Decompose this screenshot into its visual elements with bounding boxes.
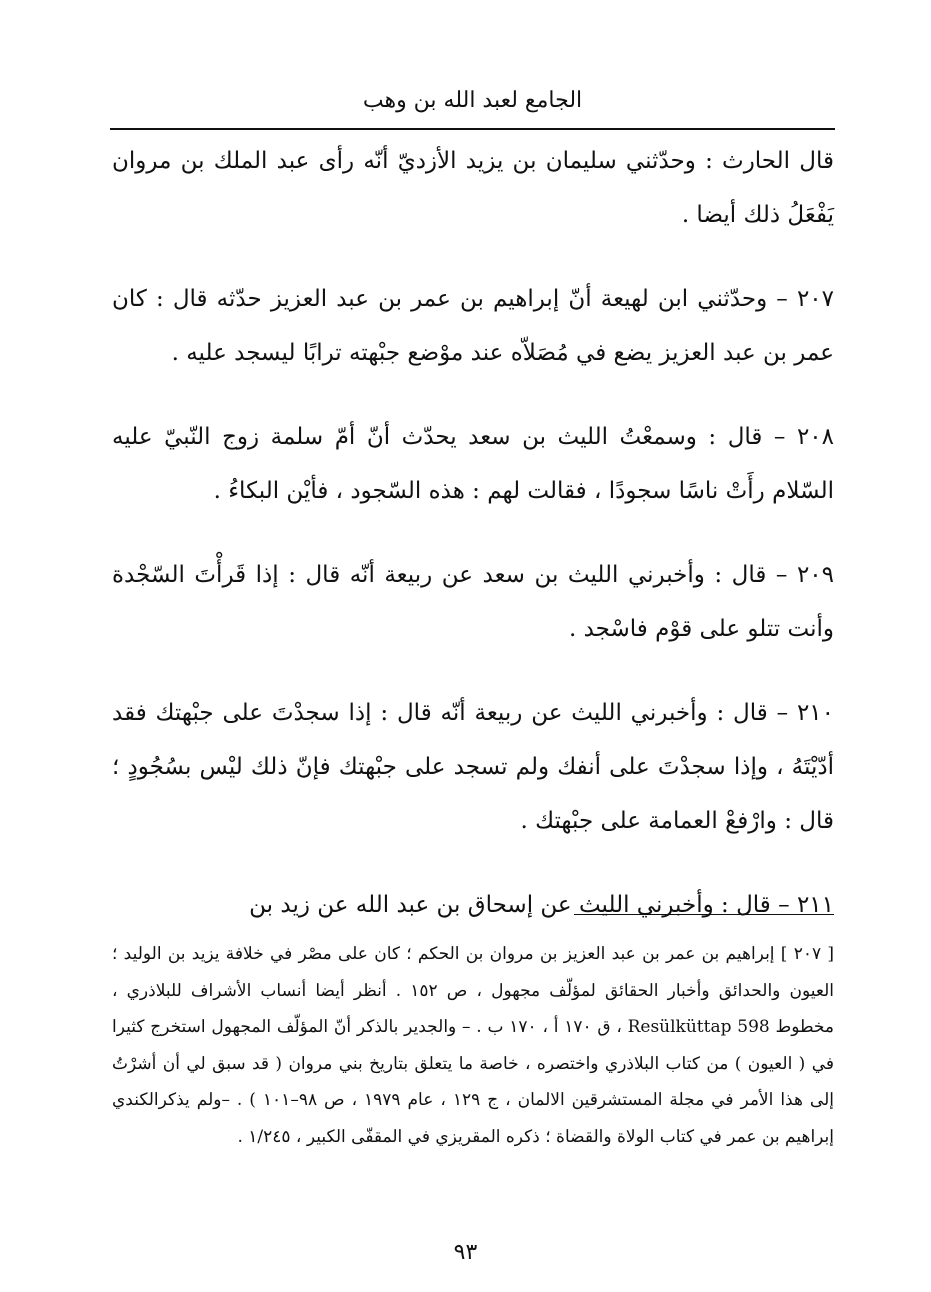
footnote-rule (574, 914, 834, 915)
footnote-207: [ ٢٠٧ ] إبراهيم بن عمر بن عبد العزيز بن مروان بن الحكم ؛ كان على مصْر في خلافة يزيد بن الوليد ؛ العيون والحدائق وأخبار الحقائق لمؤلّف مجهول ، ص ١٥٢ . أنظر أيضا أنساب الأشراف للبلاذري ، مخطوط Resülküttap 598 ، ق ١٧٠ أ ، ١٧٠ ب . – والجدير بالذكر أنّ المؤلّف المجهول استخرج كثيرا في ( العيون ) من كتاب البلاذري واختصره ، خاصة ما يتعلق بتاريخ بني مروان ( قد سبق لي أن أشرْتُ إلى هذا الأمر في مجلة المستشرقين الالمان ، ج ١٢٩ ، عام ١٩٧٩ ، ص ٩٨–١٠١ ) . –ولم يذكرالكندي إبراهيم بن عمر في كتاب الولاة والقضاة ؛ ذكره المقريزي في المقفّى الكبير ، ١/٢٤٥ . (112, 944, 835, 1147)
paragraph-intro: قال الحارث : وحدّثني سليمان بن يزيد الأزديّ أنّه رأى عبد الملك بن مروان يَفْعَلُ ذلك أيضا . (112, 148, 834, 228)
paragraph-209: ٢٠٩ – قال : وأخبرني الليث بن سعد عن ربيعة أنّه قال : إذا قَرأْتَ السّجْدة وأنت تتلو على قوْم فاسْجد . (112, 562, 834, 642)
main-text (112, 134, 834, 932)
paragraph-207: ٢٠٧ – وحدّثني ابن لهيعة أنّ إبراهيم بن عمر بن عبد العزيز حدّثه قال : كان عمر بن عبد العزيز يضع في مُصَلاّه عند موْضع جبْهته ترابًا ليسجد عليه . (112, 286, 834, 366)
paragraph-211: ٢١١ – قال : وأخبرني الليث عن إسحاق بن عبد الله عن زيد بن (249, 892, 834, 918)
paragraph-208: ٢٠٨ – قال : وسمعْتُ الليث بن سعد يحدّث أنّ أمّ سلمة زوج النّبيّ عليه السّلام رأَتْ ناسًا سجودًا ، فقالت لهم : هذه السّجود ، فأيْن البكاءُ . (112, 424, 834, 504)
page-number: ٩٣ (453, 1240, 478, 1265)
running-head: الجامع لعبد الله بن وهب (362, 88, 583, 113)
paragraph-210: ٢١٠ – قال : وأخبرني الليث عن ربيعة أنّه قال : إذا سجدْتَ على جبْهتك فقد أدّيْتَهُ ، وإذا سجدْتَ على أنفك ولم تسجد على جبْهتك فإنّ ذلك ليْس بسُجُودٍ ؛ قال : وارْفعْ العمامة على جبْهتك . (112, 700, 834, 834)
header-rule (110, 128, 835, 130)
